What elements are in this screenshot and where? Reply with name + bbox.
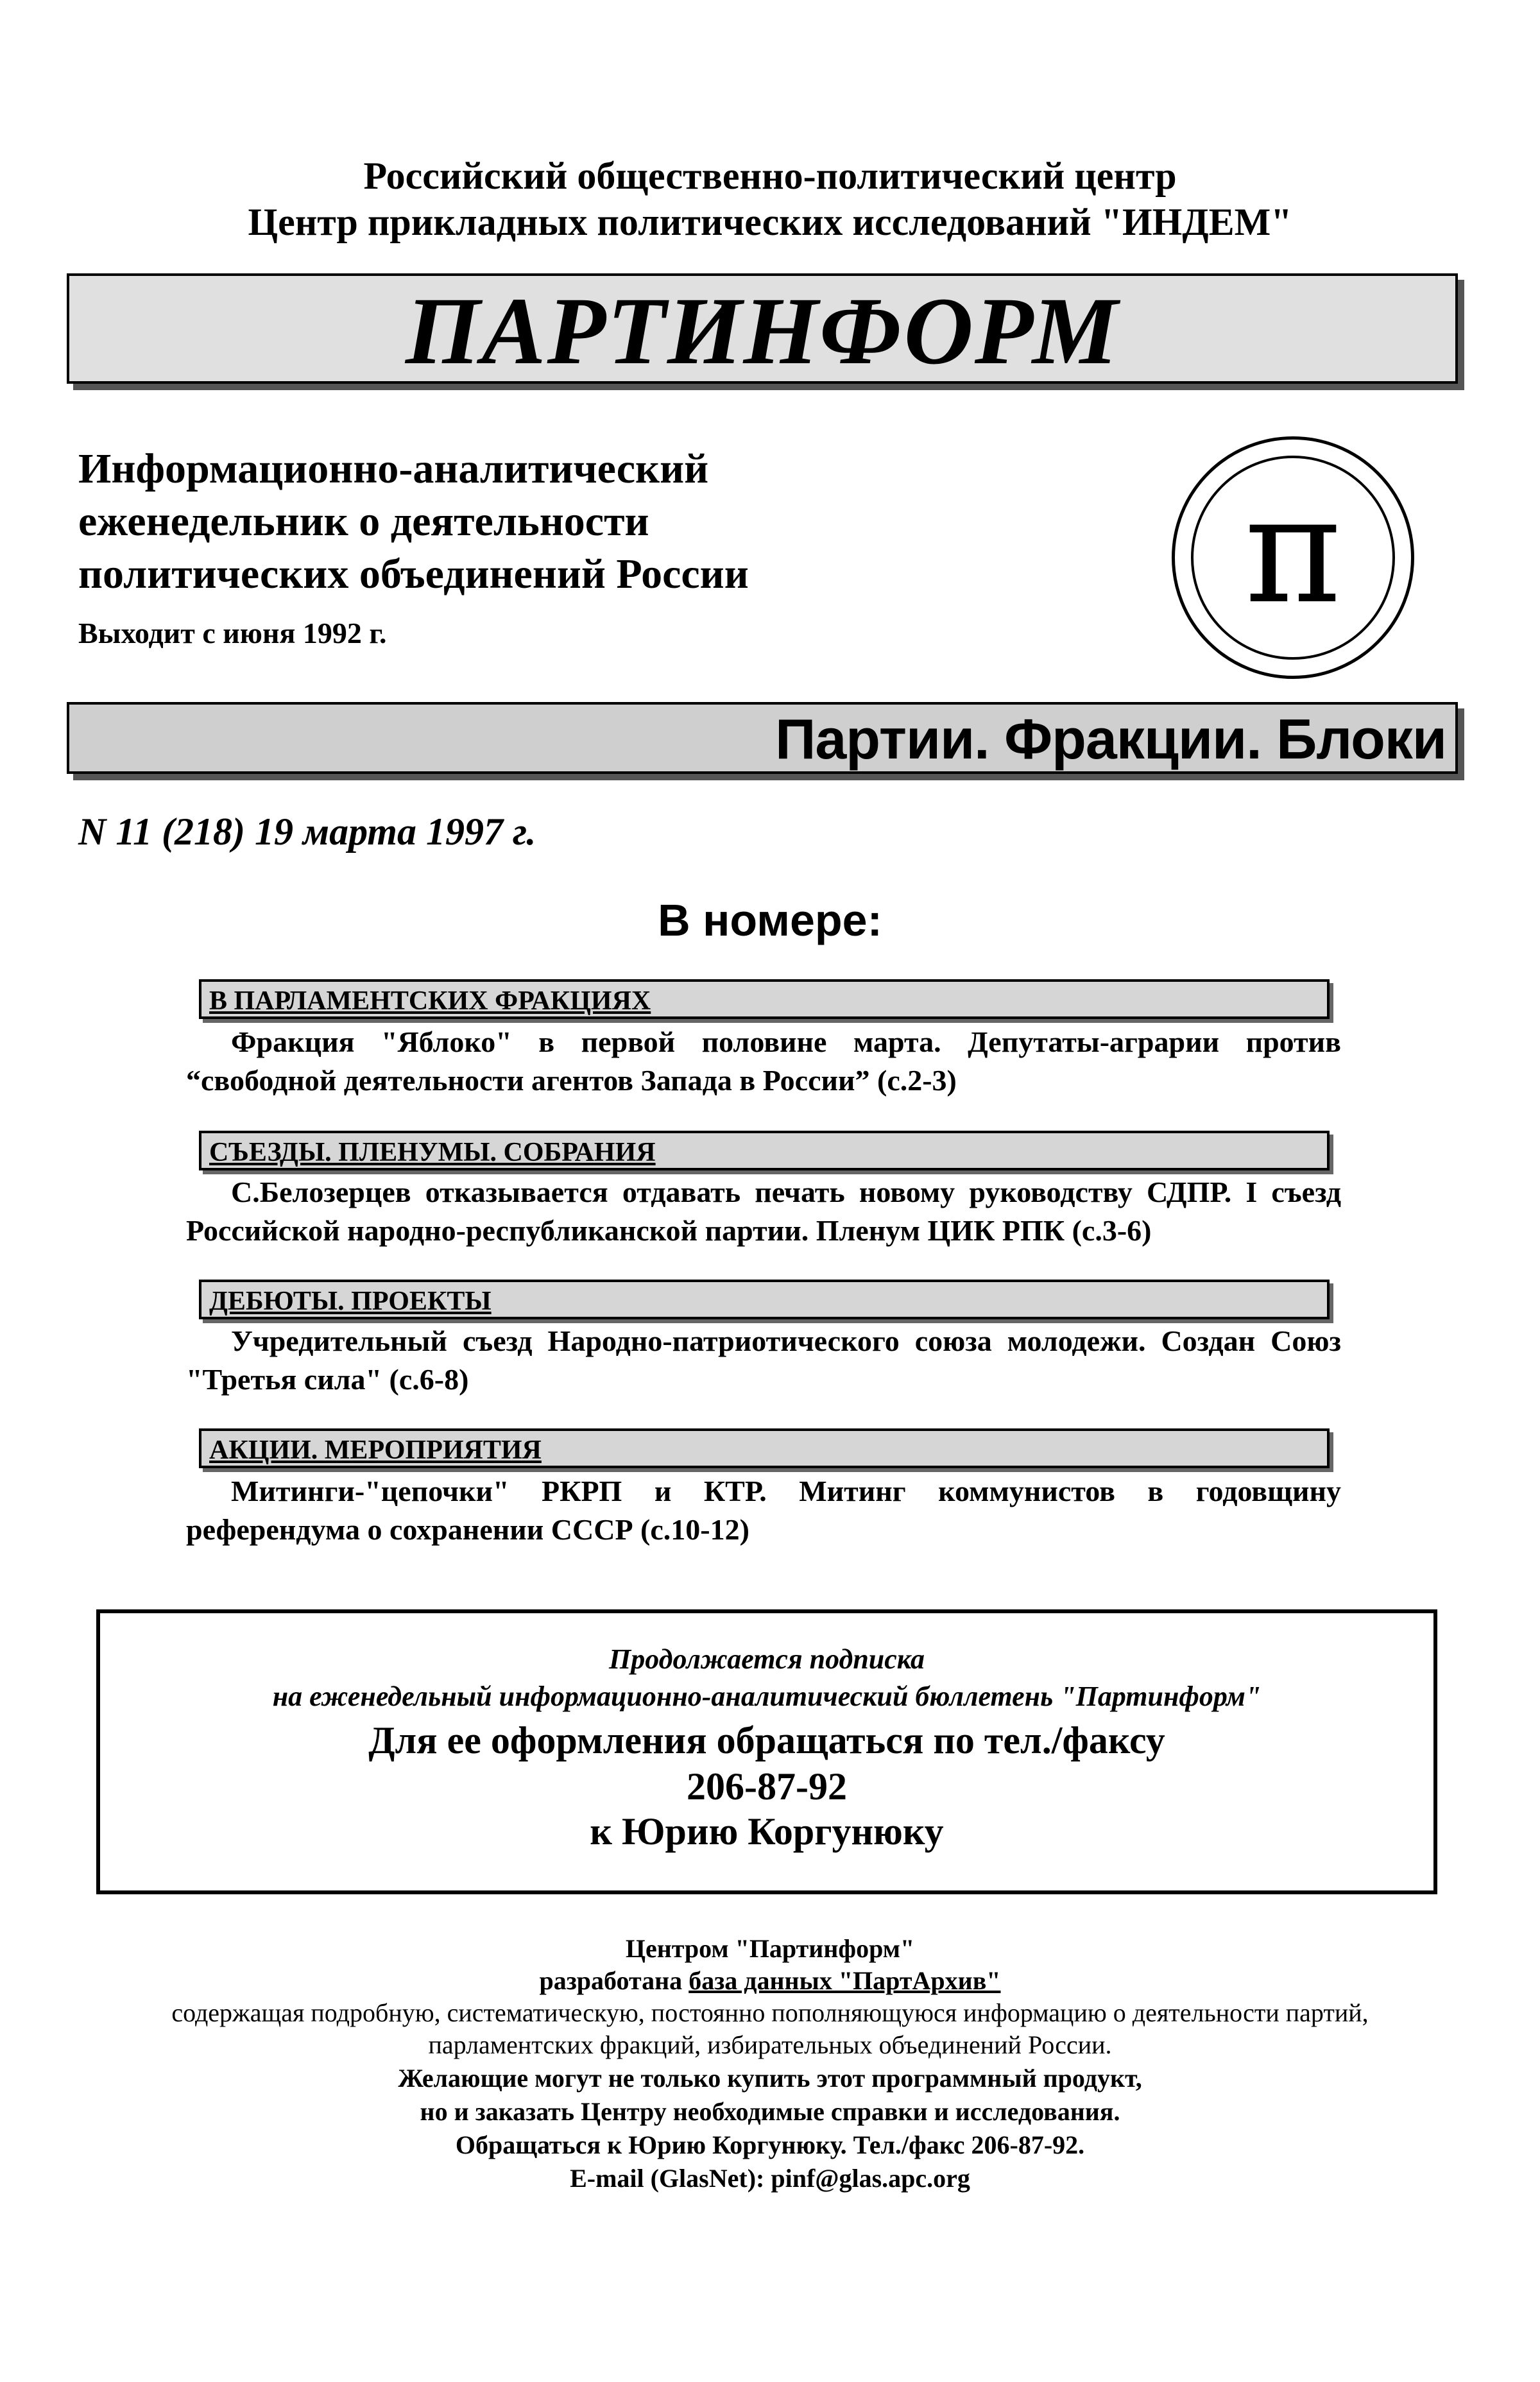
subscription-phone: 206-87-92 — [687, 1765, 847, 1808]
publication-since: Выходит с июня 1992 г. — [78, 617, 387, 649]
rubric-label: В ПАРЛАМЕНТСКИХ ФРАКЦИЯХ — [209, 986, 651, 1016]
rubric-heading-box — [199, 1131, 1330, 1170]
org-name: Российский общественно-политический центр — [363, 155, 1177, 197]
subscription-contact-name: к Юрию Коргунюку — [590, 1810, 944, 1853]
rubric-label: АКЦИИ. МЕРОПРИЯТИЯ — [209, 1435, 542, 1465]
footer-line: содержащая подробную, систематическую, постоянно пополняющуюся информацию о деятельности партий, — [171, 1998, 1369, 2027]
rubric-heading-box — [199, 1280, 1330, 1319]
rubric-label: ДЕБЮТЫ. ПРОЕКТЫ — [209, 1287, 492, 1316]
center-name: Центр прикладных политических исследований "ИНДЕМ" — [248, 201, 1292, 243]
masthead-title: ПАРТИНФОРМ — [405, 278, 1120, 384]
pi-logo — [1191, 456, 1395, 660]
footer-email: E-mail (GlasNet): pinf@glas.apc.org — [570, 2164, 970, 2193]
rubric-label: СЪЕЗДЫ. ПЛЕНУМЫ. СОБРАНИЯ — [209, 1138, 656, 1167]
subtitle-line: еженедельник о деятельности — [78, 498, 649, 545]
rubric-heading-box — [199, 979, 1330, 1019]
subscription-line: на еженедельный информационно-аналитический бюллетень "Партинформ" — [272, 1681, 1262, 1712]
rubric-summary: Фракция "Яблоко" в первой половине марта. Депутаты-аграрии против “свободной деятельности агентов Запада в России” (с.2-3) — [186, 1025, 1341, 1097]
footer-line: но и заказать Центру необходимые справки и исследования. — [420, 2097, 1120, 2126]
subtitle-line: политических объединений России — [78, 551, 749, 597]
rubric-summary: Митинги-"цепочки" РКРП и КТР. Митинг коммунистов в годовщину референдума о сохранении СССР (с.10-12) — [186, 1475, 1341, 1546]
footer-line: парламентских фракций, избирательных объединений России. — [428, 2030, 1112, 2059]
footer-line: Обращаться к Юрию Коргунюку. Тел./факс 206-87-92. — [455, 2130, 1085, 2159]
section-title: Партии. Фракции. Блоки — [775, 707, 1446, 771]
footer-line: Желающие могут не только купить этот программный продукт, — [398, 2064, 1142, 2093]
rubric-summary: Учредительный съезд Народно-патриотического союза молодежи. Создан Союз "Третья сила" (с.6-8) — [186, 1324, 1341, 1396]
subscription-box — [96, 1609, 1437, 1894]
footer-line — [0, 1965, 1540, 1997]
rubric-heading-box — [199, 1428, 1330, 1468]
footer-line: Центром "Партинформ" — [625, 1934, 915, 1963]
footer-text: разработана — [539, 1966, 689, 1995]
masthead-subtitle — [78, 443, 749, 601]
database-link[interactable]: база данных "ПартАрхив" — [689, 1966, 1001, 1995]
contents-heading: В номере: — [658, 895, 882, 945]
pi-icon: π — [1244, 465, 1342, 637]
issue-number-date: N 11 (218) 19 марта 1997 г. — [78, 810, 536, 853]
subtitle-line: Информационно-аналитический — [78, 445, 709, 492]
subscription-contact-line: Для ее оформления обращаться по тел./факсу — [368, 1719, 1165, 1761]
masthead-title-box — [67, 273, 1458, 384]
rubric-summary: С.Белозерцев отказывается отдавать печать новому руководству СДПР. I съезд Российской народно-республиканской партии. Пленум ЦИК РПК (с.3-6) — [186, 1176, 1341, 1247]
section-banner — [67, 702, 1458, 774]
subscription-line: Продолжается подписка — [608, 1643, 925, 1675]
